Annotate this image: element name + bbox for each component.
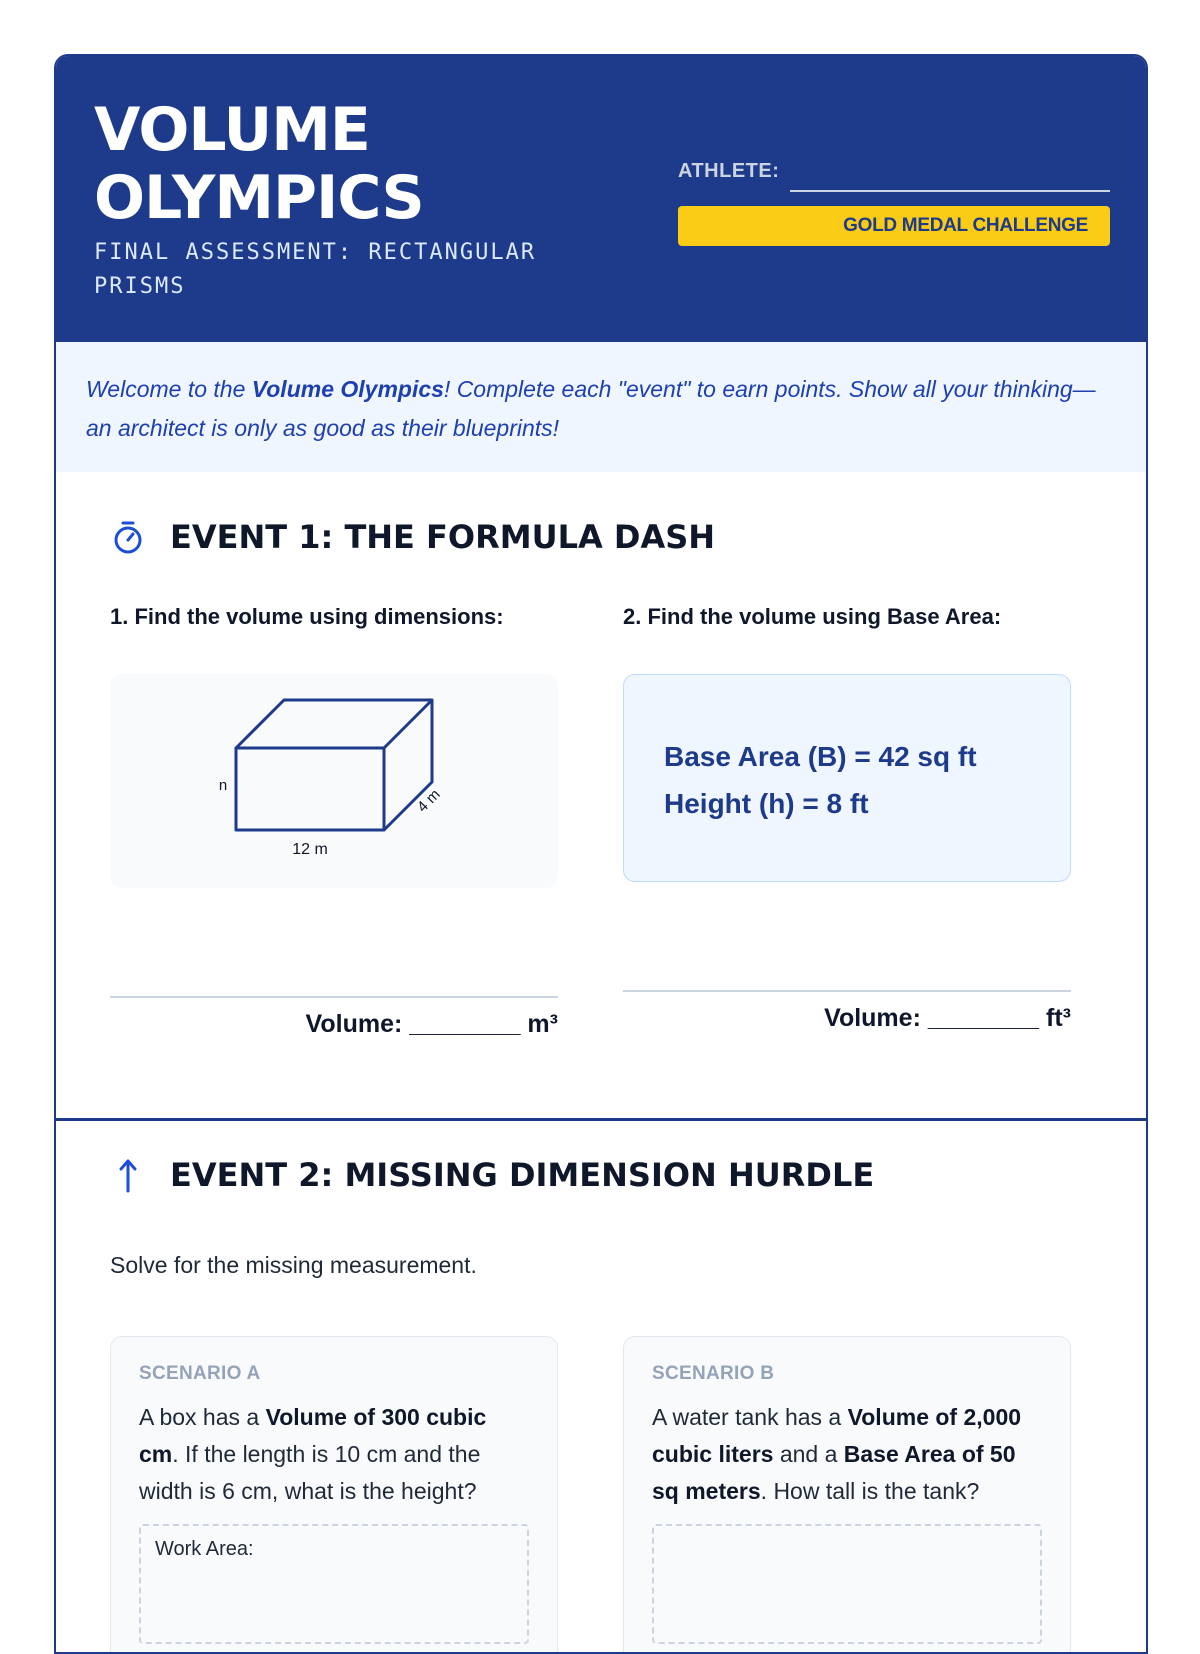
- scenario-b-bold-1: Volume of 2,000 cubic liters: [652, 1404, 1022, 1467]
- scenario-b-text-3: . How tall is the tank?: [760, 1478, 980, 1504]
- work-area-label: Work Area:: [155, 1538, 254, 1560]
- scenario-b-text-1: A water tank has a: [652, 1404, 848, 1430]
- scenario-a-work-area[interactable]: [139, 1524, 529, 1644]
- scenario-a-bold-1: Volume of 300 cubic cm: [139, 1404, 487, 1467]
- arrow-up-icon: [110, 1157, 146, 1193]
- q2-volume-answer[interactable]: Volume: ________ ft³: [824, 1004, 1071, 1032]
- event2-heading: [110, 1156, 874, 1194]
- page-title: [94, 96, 614, 232]
- event2-title: EVENT 2: MISSING DIMENSION HURDLE: [170, 1156, 875, 1194]
- question-1-label: 1. Find the volume using dimensions:: [110, 604, 504, 629]
- base-area-line: Base Area (B) = 42 sq ft: [664, 741, 977, 772]
- scenario-b-text: [652, 1399, 1042, 1510]
- q1-work-line[interactable]: [110, 996, 558, 998]
- event2-instructions: Solve for the missing measurement.: [110, 1252, 477, 1278]
- q2-work-line[interactable]: [623, 990, 1071, 992]
- worksheet: [54, 54, 1148, 1654]
- scenario-a-text-2: . If the length is 10 cm and the width is 6 cm, what is the height?: [139, 1441, 481, 1504]
- base-area-box: [623, 674, 1071, 882]
- intro-text-pre: Welcome to the: [86, 376, 252, 402]
- scenario-b-tag: SCENARIO B: [652, 1363, 775, 1384]
- scenario-b-bold-2: Base Area of 50 sq meters: [652, 1441, 1016, 1504]
- height-line: Height (h) = 8 ft: [664, 788, 869, 819]
- scenario-b-card: [623, 1336, 1071, 1654]
- title-line-1: VOLUME: [94, 95, 370, 165]
- intro-text-bold: Volume Olympics: [251, 376, 444, 402]
- height-label: n: [218, 777, 228, 794]
- event1-heading: [110, 518, 715, 556]
- gold-medal-badge: GOLD MEDAL CHALLENGE: [678, 206, 1110, 246]
- event1-title: EVENT 1: THE FORMULA DASH: [170, 518, 716, 556]
- subtitle: FINAL ASSESSMENT: RECTANGULAR PRISMS: [94, 240, 537, 299]
- athlete-label: ATHLETE:: [678, 160, 780, 182]
- scenario-b-text-2: and a: [773, 1441, 844, 1467]
- depth-label: 4 m: [413, 785, 444, 816]
- scenario-a-text-1: A box has a: [139, 1404, 266, 1430]
- stopwatch-icon: [110, 519, 146, 555]
- q1-volume-answer[interactable]: Volume: ________ m³: [305, 1010, 558, 1038]
- prism-top-face: [236, 700, 432, 748]
- rectangular-prism-diagram: [110, 674, 558, 888]
- length-label: 12 m: [292, 841, 328, 858]
- intro-banner: [56, 342, 1146, 472]
- scenario-a-text: [139, 1399, 529, 1510]
- prism-figure-box: [110, 674, 558, 888]
- intro-text-post: ! Complete each "event" to earn points. Show all your thinking—an architect is only as good as their blueprints!: [86, 376, 1096, 441]
- question-2-label: 2. Find the volume using Base Area:: [623, 604, 1002, 629]
- title-line-2: OLYMPICS: [94, 163, 424, 233]
- athlete-name-line[interactable]: [790, 190, 1110, 192]
- section-divider: [56, 1118, 1146, 1121]
- header-banner: [56, 56, 1146, 342]
- prism-front-face: [236, 748, 384, 830]
- scenario-a-tag: SCENARIO A: [139, 1363, 261, 1384]
- scenario-b-work-area[interactable]: [652, 1524, 1042, 1644]
- scenario-a-card: [110, 1336, 558, 1654]
